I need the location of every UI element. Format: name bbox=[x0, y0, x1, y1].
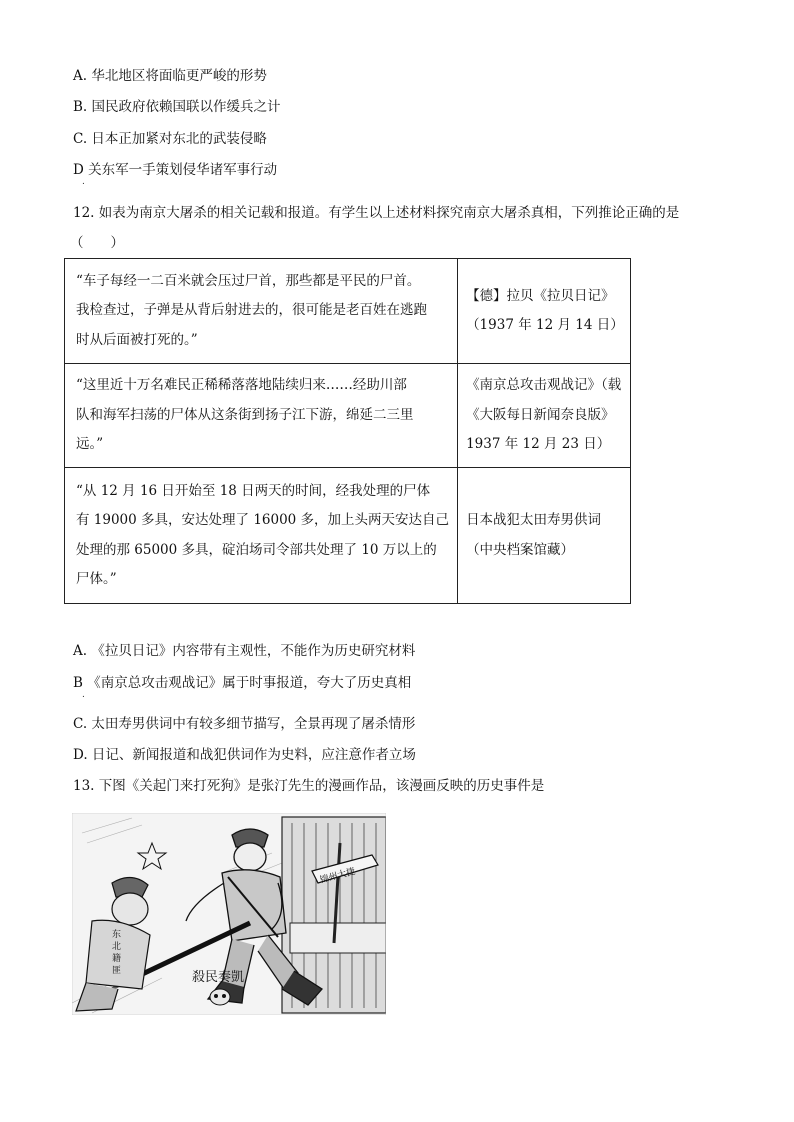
source-line: （中央档案馆藏） bbox=[466, 541, 575, 558]
quote-line: 有 19000 多具，安达处理了 16000 多，加上头两天安达自己 bbox=[76, 512, 450, 528]
source-cell bbox=[458, 468, 631, 604]
cartoon-image bbox=[72, 813, 386, 1015]
q12-option-b: B 《南京总攻击观战记》属于时事报道，夸大了历史真相 bbox=[73, 675, 412, 691]
quote-cell bbox=[65, 364, 458, 468]
table-row bbox=[65, 468, 631, 604]
source-line: 1937 年 12 月 23 日） bbox=[466, 436, 611, 453]
sign-text: 锦州大捷 bbox=[319, 866, 357, 886]
cartoon-label-1: 东 bbox=[112, 930, 122, 940]
cartoon-label-4: 匪 bbox=[112, 966, 122, 976]
ground-text: 殺民奏凱 bbox=[192, 970, 245, 985]
q11-option-c: C. 日本正加紧对东北的武装侵略 bbox=[73, 131, 267, 147]
source-line: （1937 年 12 月 14 日） bbox=[466, 317, 624, 333]
quote-line: 远。” bbox=[76, 436, 104, 453]
source-table bbox=[64, 258, 631, 604]
stray-dot: . bbox=[82, 690, 85, 700]
source-line: 《南京总攻击观战记》（载 bbox=[466, 377, 622, 394]
q11-option-a: A. 华北地区将面临更严峻的形势 bbox=[73, 68, 267, 84]
cartoon-label-3: 籍 bbox=[112, 954, 122, 964]
q13-stem: 13. 下图《关起门来打死狗》是张汀先生的漫画作品，该漫画反映的历史事件是 bbox=[73, 778, 545, 794]
quote-line: 处理的那 65000 多具，碇泊场司令部共处理了 10 万以上的 bbox=[76, 541, 437, 558]
quote-cell bbox=[65, 468, 458, 604]
q12-option-c: C. 太田寿男供词中有较多细节描写，全景再现了屠杀情形 bbox=[73, 716, 416, 732]
quote-line: 队和海军扫荡的尸体从这条街到扬子江下游，绵延二三里 bbox=[76, 406, 414, 423]
source-cell bbox=[458, 364, 631, 468]
quote-line: “从 12 月 16 日开始至 18 日两天的时间，经我处理的尸体 bbox=[76, 482, 431, 499]
source-line: 【德】拉贝《拉贝日记》 bbox=[466, 287, 615, 304]
stray-dot: . bbox=[82, 177, 85, 187]
q12-answer-bracket: （ ） bbox=[70, 235, 124, 251]
q11-option-b: B. 国民政府依赖国联以作缓兵之计 bbox=[73, 99, 281, 115]
source-line: 《大阪每日新闻奈良版》 bbox=[466, 406, 615, 423]
table-row bbox=[65, 364, 631, 468]
quote-cell bbox=[65, 259, 458, 364]
quote-line: 尸体。” bbox=[76, 571, 117, 587]
q12-option-a: A. 《拉贝日记》内容带有主观性，不能作为历史研究材料 bbox=[73, 643, 416, 659]
q12-stem: 12. 如表为南京大屠杀的相关记载和报道。有学生以上述材料探究南京大屠杀真相，下列推论正确的是 bbox=[73, 205, 680, 221]
table-row bbox=[65, 259, 631, 364]
quote-line: “车子每经一二百米就会压过尸首，那些都是平民的尸首。 bbox=[76, 272, 421, 289]
q11-option-d: D 关东军一手策划侵华诸军事行动 bbox=[73, 162, 278, 178]
source-line: 日本战犯太田寿男供词 bbox=[466, 512, 602, 528]
cartoon-label-2: 北 bbox=[112, 942, 122, 952]
source-cell bbox=[458, 259, 631, 364]
quote-line: 我检查过，子弹是从背后射进去的，很可能是老百姓在逃跑 bbox=[76, 302, 427, 319]
q12-option-d: D. 日记、新闻报道和战犯供词作为史料，应注意作者立场 bbox=[73, 747, 416, 763]
skull-icon bbox=[210, 989, 230, 1005]
quote-line: “这里近十万名难民正稀稀落落地陆续归来……经助川部 bbox=[76, 377, 407, 394]
quote-line: 时从后面被打死的。” bbox=[76, 331, 198, 348]
